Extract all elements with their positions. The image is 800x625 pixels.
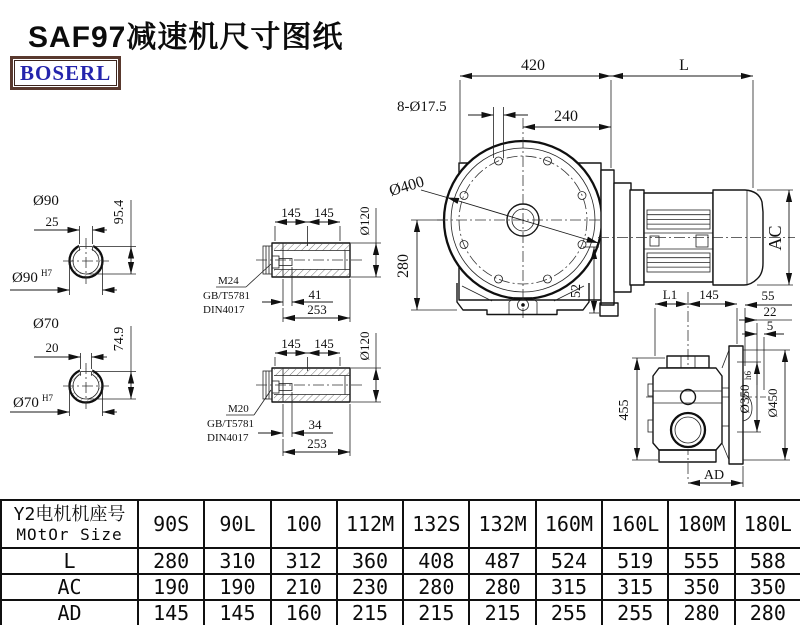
shaft-end-view-b (10, 316, 136, 416)
table-cell: 145 (204, 600, 270, 625)
col-header: 90S (138, 500, 204, 548)
table-cell: 280 (735, 600, 800, 625)
row-label: AC (1, 574, 138, 600)
col-header: 90L (204, 500, 270, 548)
table-row (1, 600, 800, 625)
table-cell: 280 (403, 574, 469, 600)
table-cell: 160 (271, 600, 337, 625)
dim-side-l1: L1 (662, 287, 678, 302)
table-row (1, 574, 800, 600)
table-cell: 215 (403, 600, 469, 625)
col-header: 160M (536, 500, 602, 548)
dim-shaft-a-keyh: 95.4 (112, 199, 127, 225)
table-cell: 280 (469, 574, 535, 600)
label-shaft-b-dia: Ø70 (33, 316, 59, 332)
dim-width: 420 (521, 57, 545, 74)
table-cell: 350 (668, 574, 734, 600)
table-cell: 310 (204, 548, 270, 574)
hollow-shaft-view-b (207, 332, 381, 456)
table-cell: 555 (668, 548, 734, 574)
col-header: 132S (403, 500, 469, 548)
table-header-row (1, 500, 800, 548)
table-cell: 315 (536, 574, 602, 600)
table-row (1, 548, 800, 574)
table-cell: 519 (602, 548, 668, 574)
label-hollow-a-std2: DIN4017 (203, 304, 245, 316)
label-hollow-a-std1: GB/T5781 (203, 290, 251, 302)
row-label: AD (1, 600, 138, 625)
side-view (617, 287, 792, 487)
table-cell: 588 (735, 548, 800, 574)
header-cn: Y2电机机座号 (13, 503, 126, 525)
dim-hollow-b-seg2: 145 (314, 336, 334, 351)
dim-hollow-b-od: Ø120 (357, 331, 372, 361)
label-shaft-b-tol: H7 (42, 393, 53, 403)
dim-side-ad: AD (703, 468, 725, 483)
dim-side-22: 22 (763, 304, 777, 319)
dim-side-55: 55 (761, 288, 775, 303)
hollow-shaft-view-a (203, 205, 381, 322)
dim-foot-offset: 52 (569, 284, 584, 298)
table-cell: 255 (602, 600, 668, 625)
table-cell: 255 (536, 600, 602, 625)
dim-hollow-b-total: 253 (307, 436, 327, 451)
table-cell: 280 (138, 548, 204, 574)
table-corner-header (1, 500, 138, 548)
table-cell: 487 (469, 548, 535, 574)
header-en: MOtOr Size (16, 524, 123, 544)
dim-hollow-a-od: Ø120 (357, 206, 372, 236)
table-cell: 524 (536, 548, 602, 574)
table-cell: 190 (204, 574, 270, 600)
label-shaft-b-bore: Ø70 (13, 395, 39, 411)
table-cell: 230 (337, 574, 403, 600)
table-cell: 408 (403, 548, 469, 574)
dim-side-pilot-tol: h6 (743, 371, 753, 380)
dim-flange-diameter: Ø400 (387, 173, 427, 200)
page-title: SAF97减速机尺寸图纸 (28, 21, 344, 54)
dim-bolt-holes: 8-Ø17.5 (397, 99, 447, 115)
table-cell: 145 (138, 600, 204, 625)
col-header: 100 (271, 500, 337, 548)
dim-side-5: 5 (766, 318, 774, 333)
label-hollow-b-std2: DIN4017 (207, 432, 249, 444)
dim-shaft-b-keyw: 20 (45, 340, 59, 355)
table-cell: 315 (602, 574, 668, 600)
motor-size-table (0, 499, 800, 625)
col-header: 160L (602, 500, 668, 548)
dim-hollow-a-tlen: 41 (308, 287, 322, 302)
shaft-end-view-a (10, 193, 136, 295)
table-cell: 210 (271, 574, 337, 600)
dim-side-pilot: Ø350 (737, 384, 752, 414)
side-base-plate (659, 450, 716, 462)
dim-motor-ac: AC (765, 225, 785, 251)
dim-hollow-a-seg1: 145 (281, 205, 301, 220)
label-hollow-a-thread: M24 (218, 275, 239, 287)
label-shaft-a-dia: Ø90 (33, 193, 59, 209)
side-gear-housing (653, 368, 722, 450)
col-header: 180L (735, 500, 800, 548)
dim-hollow-a-total: 253 (307, 302, 327, 317)
dim-hollow-a-seg2: 145 (314, 205, 334, 220)
table-cell: 190 (138, 574, 204, 600)
dim-center-offset: 240 (554, 108, 578, 125)
table-cell: 350 (735, 574, 800, 600)
row-label: L (1, 548, 138, 574)
dim-side-145: 145 (699, 287, 719, 302)
table-cell: 312 (271, 548, 337, 574)
label-hollow-b-std1: GB/T5781 (207, 418, 255, 430)
brand-logo-text: BOSERL (14, 60, 117, 86)
col-header: 112M (337, 500, 403, 548)
col-header: 132M (469, 500, 535, 548)
label-hollow-b-thread: M20 (228, 403, 249, 415)
dim-shaft-b-keyh: 74.9 (112, 326, 127, 352)
dim-hollow-b-tlen: 34 (308, 417, 322, 432)
label-shaft-a-tol: H7 (41, 268, 52, 278)
table-cell: 360 (337, 548, 403, 574)
dim-shaft-a-keyw: 25 (45, 214, 59, 229)
dim-center-height: 280 (395, 254, 412, 278)
dim-side-flange-od: Ø450 (765, 388, 780, 418)
label-shaft-a-bore: Ø90 (12, 270, 38, 286)
dim-side-height: 455 (617, 399, 632, 421)
table-cell: 215 (469, 600, 535, 625)
table-cell: 280 (668, 600, 734, 625)
dim-motor-length: L (679, 57, 689, 74)
col-header: 180M (668, 500, 734, 548)
dim-hollow-b-seg1: 145 (281, 336, 301, 351)
table-cell: 215 (337, 600, 403, 625)
